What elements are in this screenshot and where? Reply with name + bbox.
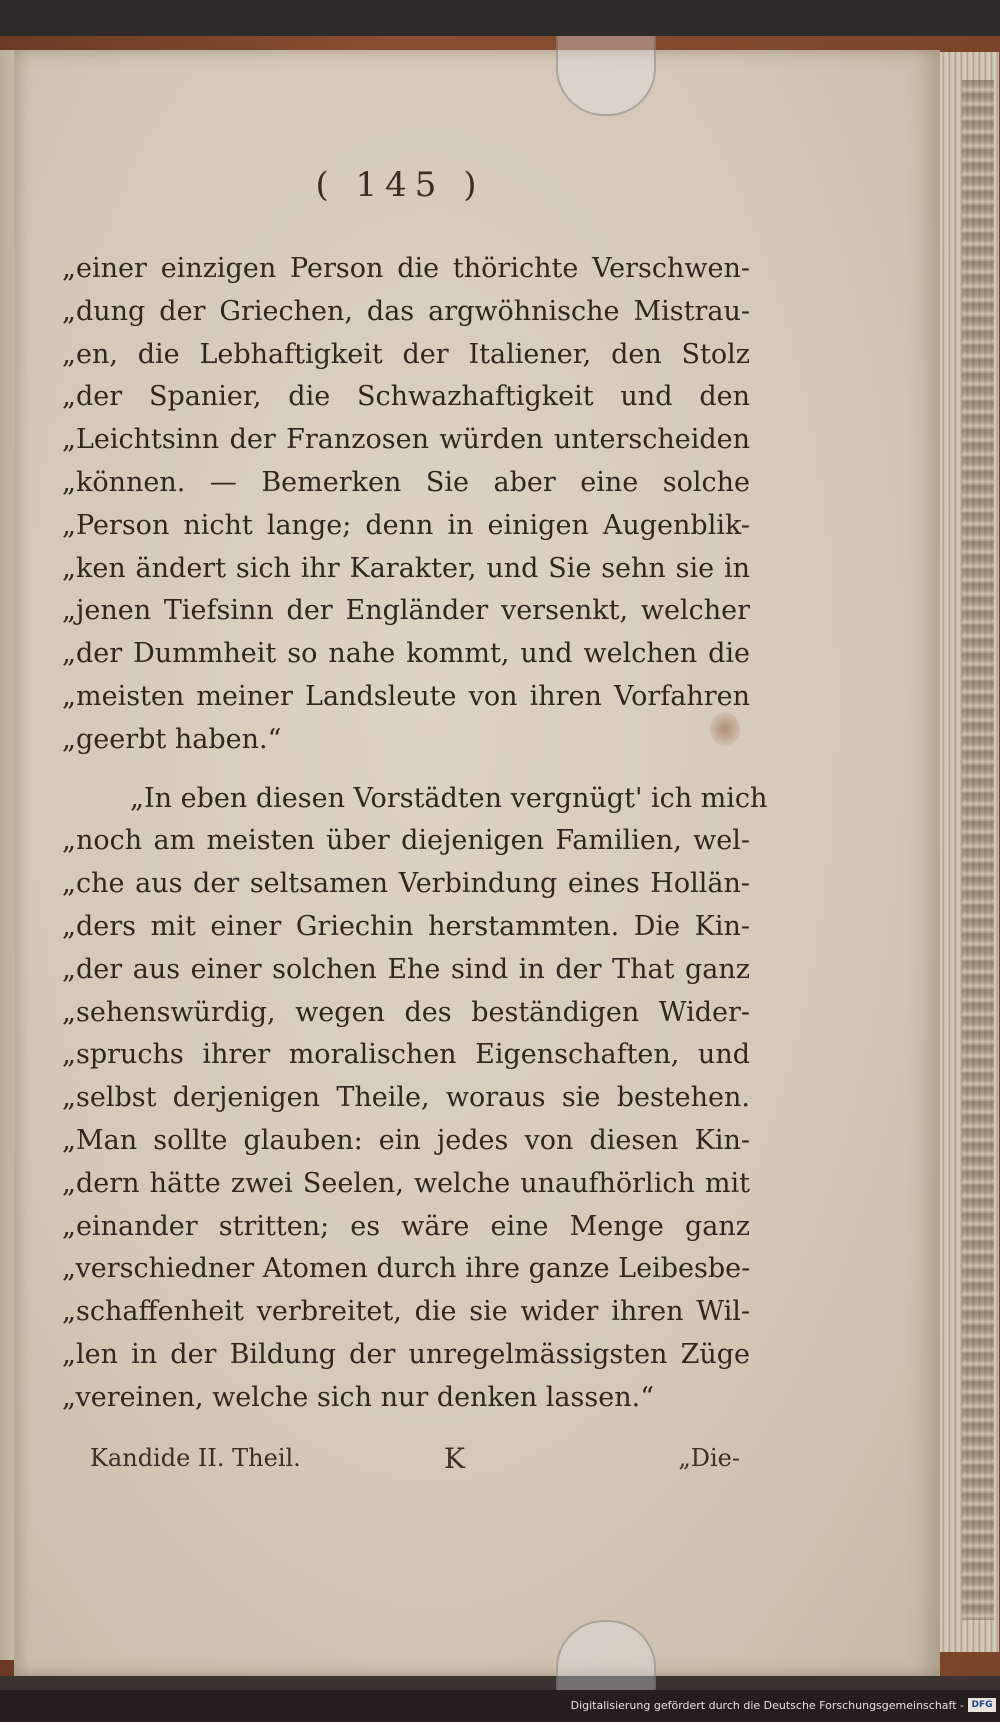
- page-number: ( 145 ): [315, 165, 485, 205]
- text-line: „verschiedner Atomen durch ihre ganze Leibesbe-: [62, 1253, 751, 1285]
- text-line: „ders mit einer Griechin herstammten. Die Kin-: [62, 910, 750, 942]
- signature-line: Kandide II. Theil.: [90, 1444, 301, 1472]
- credit-bar: [0, 1690, 1000, 1722]
- text-line: „einer einzigen Person die thörichte Verschwen-: [62, 253, 750, 284]
- text-line: „selbst derjenigen Theile, woraus sie bestehen.: [62, 1082, 750, 1114]
- text-line: „meisten meiner Landsleute von ihren Vorfahren: [62, 680, 750, 712]
- text-line: „Leichtsinn der Franzosen würden unterscheiden: [62, 424, 750, 456]
- body-text: [62, 248, 768, 1420]
- text-line: „Person nicht lange; denn in einigen Augenblik-: [62, 509, 750, 541]
- page-edges-shadow: [962, 80, 994, 1620]
- text-line: „schaffenheit verbreitet, die sie wider ihren Wil-: [62, 1296, 750, 1328]
- text-line: „spruchs ihrer moralischen Eigenschaften, und: [62, 1039, 750, 1071]
- text-line: „der Dummheit so nahe kommt, und welchen die: [62, 638, 750, 670]
- sheet-signature: K: [444, 1442, 465, 1475]
- text-line: „vereinen, welche sich nur denken lassen.“: [62, 1381, 654, 1413]
- text-line: „können. — Bemerken Sie aber eine solche: [62, 466, 750, 498]
- text-line: „dung der Griechen, das argwöhnische Mistrau-: [62, 295, 750, 327]
- text-line: „len in der Bildung der unregelmässigsten Züge: [62, 1338, 750, 1370]
- dfg-logo: DFG: [968, 1698, 996, 1712]
- credit-text: Digitalisierung gefördert durch die Deutsche Forschungsgemeinschaft -: [570, 1699, 964, 1712]
- text-line: „ken ändert sich ihr Karakter, und Sie sehn sie in: [62, 552, 750, 584]
- page-footer: [90, 1444, 740, 1484]
- catchword: „Die-: [678, 1444, 740, 1472]
- paragraph-gap: [62, 762, 750, 778]
- text-line: „geerbt haben.“: [62, 723, 282, 755]
- text-line: „che aus der seltsamen Verbindung eines Hollän-: [62, 868, 750, 900]
- text-line: „der Spanier, die Schwazhaftigkeit und den: [62, 381, 750, 413]
- text-line: „der aus einer solchen Ehe sind in der That ganz: [62, 953, 750, 985]
- text-line: „dern hätte zwei Seelen, welche unaufhörlich mit: [62, 1167, 750, 1199]
- top-background: [0, 0, 1000, 40]
- text-line: „Man sollte glauben: ein jedes von diesen Kin-: [62, 1124, 750, 1156]
- text-line: „In eben diesen Vorstädten vergnügt' ich mich: [130, 782, 768, 814]
- text-line: „einander stritten; es wäre eine Menge ganz: [62, 1210, 750, 1242]
- text-line: „jenen Tiefsinn der Engländer versenkt, welcher: [62, 595, 750, 627]
- text-line: „en, die Lebhaftigkeit der Italiener, den Stolz: [62, 338, 750, 370]
- text-line: „sehenswürdig, wegen des beständigen Wider-: [62, 996, 750, 1028]
- text-line: „noch am meisten über diejenigen Familien, wel-: [62, 825, 750, 857]
